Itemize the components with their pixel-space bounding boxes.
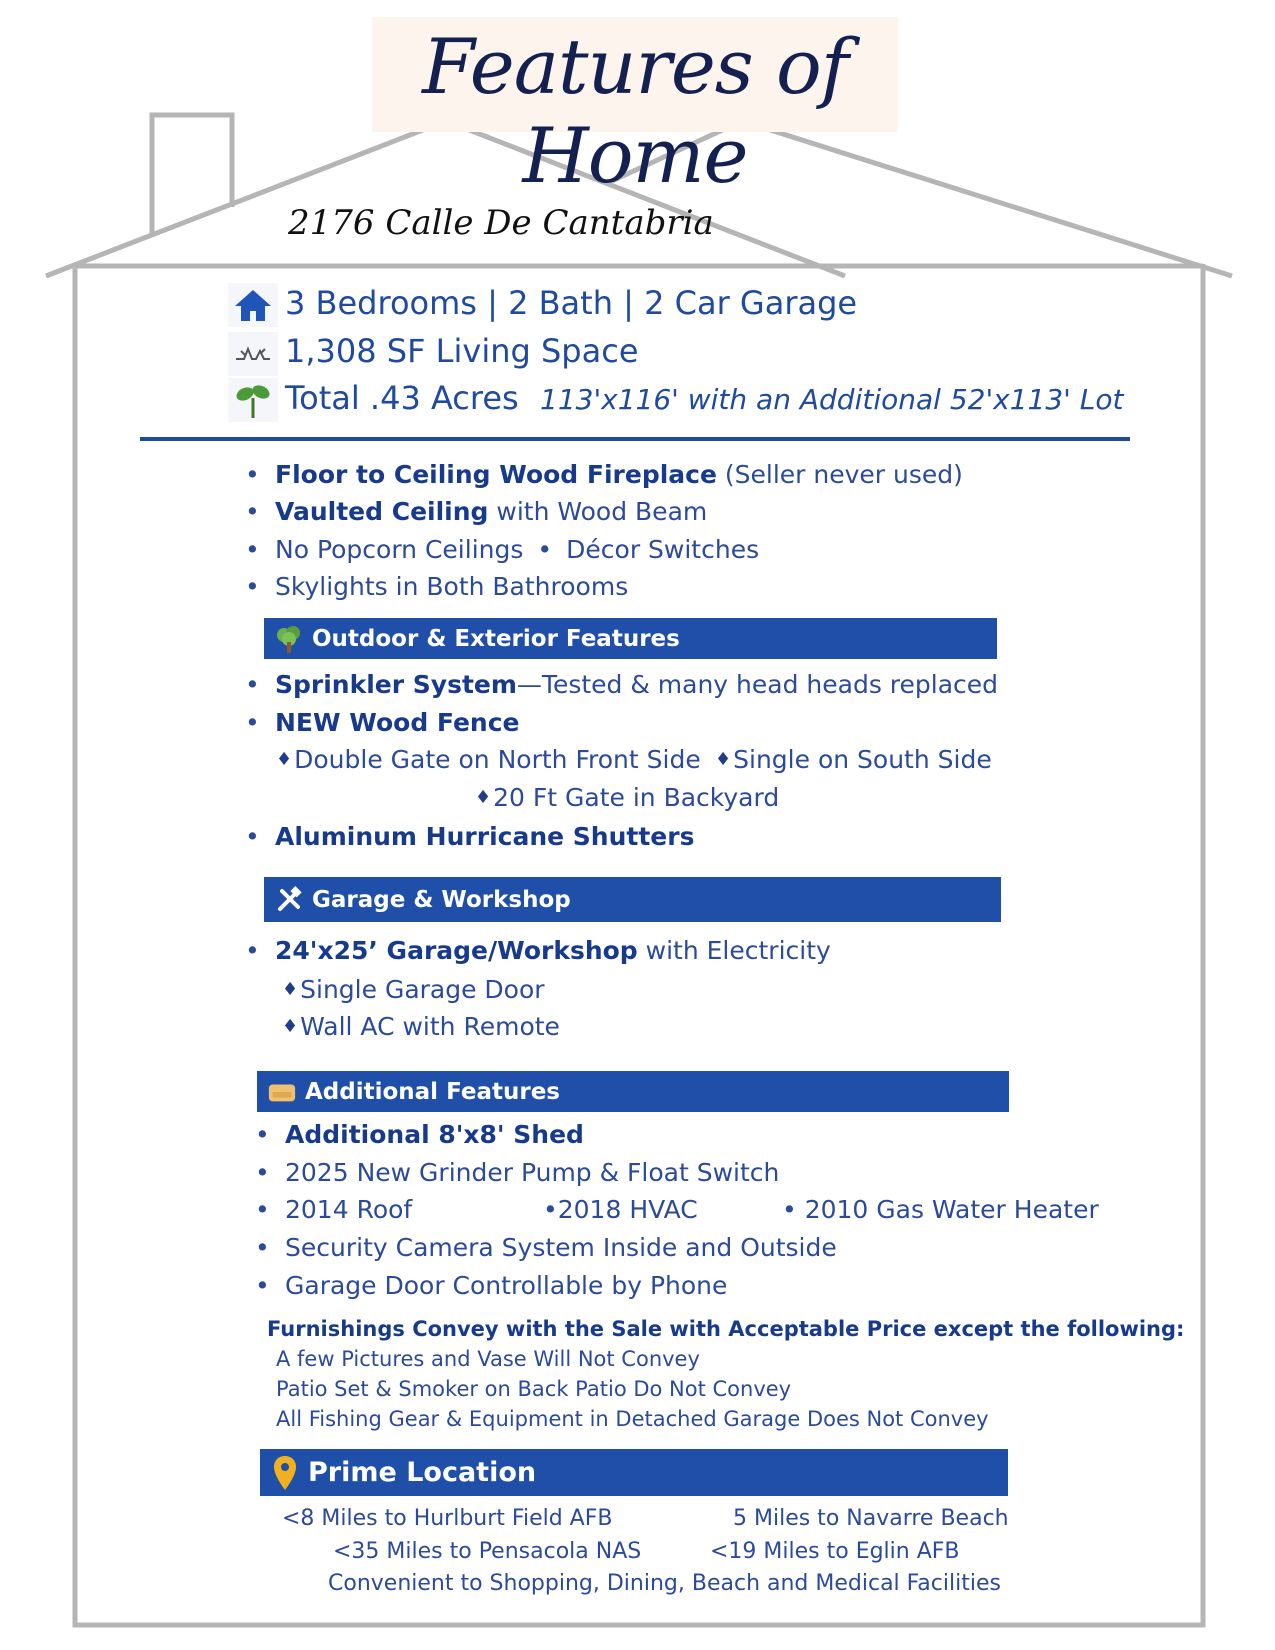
list-item: • 2010 Gas Water Heater bbox=[782, 1195, 1099, 1224]
floorplan-icon bbox=[228, 332, 278, 376]
location-item: Convenient to Shopping, Dining, Beach and Medical Facilities bbox=[328, 1571, 1001, 1596]
section-header-additional: Additional Features bbox=[257, 1071, 1009, 1112]
list-item: • Vaulted Ceiling with Wood Beam bbox=[245, 497, 708, 526]
list-item: • Floor to Ceiling Wood Fireplace (Seller never used) bbox=[245, 460, 963, 489]
list-item: • Additional 8'x8' Shed bbox=[255, 1120, 584, 1149]
section-header-outdoor: Outdoor & Exterior Features bbox=[264, 618, 997, 659]
section-header-garage: Garage & Workshop bbox=[264, 877, 1001, 922]
furnishings-line: Patio Set & Smoker on Back Patio Do Not Convey bbox=[276, 1377, 792, 1401]
sub-item: ♦Single on South Side bbox=[715, 745, 992, 774]
list-item: •2018 HVAC bbox=[543, 1195, 698, 1224]
furnishings-line: A few Pictures and Vase Will Not Convey bbox=[276, 1347, 700, 1371]
tools-icon bbox=[274, 885, 304, 915]
tree-icon bbox=[274, 624, 304, 654]
furnishings-line: All Fishing Gear & Equipment in Detached Garage Does Not Convey bbox=[276, 1407, 989, 1431]
location-item: 5 Miles to Navarre Beach bbox=[733, 1506, 1009, 1531]
list-item: • Garage Door Controllable by Phone bbox=[255, 1271, 728, 1300]
section-header-location: Prime Location bbox=[260, 1449, 1008, 1496]
map-pin-icon bbox=[270, 1458, 300, 1488]
house-icon bbox=[228, 283, 278, 327]
list-item: • Sprinkler System—Tested & many head heads replaced bbox=[245, 670, 999, 699]
sub-item: ♦Single Garage Door bbox=[282, 975, 545, 1004]
sprout-icon bbox=[228, 378, 278, 422]
divider bbox=[140, 437, 1130, 441]
spec-lot-size: 113'x116' with an Additional 52'x113' Lot bbox=[540, 383, 1124, 416]
furnishings-heading: Furnishings Convey with the Sale with Acceptable Price except the following: bbox=[267, 1317, 1185, 1341]
sub-item: ♦20 Ft Gate in Backyard bbox=[475, 783, 780, 812]
location-item: <35 Miles to Pensacola NAS bbox=[333, 1539, 642, 1564]
list-item: • 2014 Roof bbox=[255, 1195, 413, 1224]
sub-item: ♦Wall AC with Remote bbox=[282, 1012, 560, 1041]
list-item: • Aluminum Hurricane Shutters bbox=[245, 822, 695, 851]
location-item: <8 Miles to Hurlburt Field AFB bbox=[282, 1506, 613, 1531]
list-item: • Security Camera System Inside and Outside bbox=[255, 1233, 837, 1262]
page-title: Features of Home bbox=[422, 22, 848, 200]
list-item: • No Popcorn Ceilings • Décor Switches bbox=[245, 535, 760, 564]
spec-rooms: 3 Bedrooms | 2 Bath | 2 Car Garage bbox=[285, 284, 858, 322]
sub-item: ♦Double Gate on North Front Side bbox=[276, 745, 701, 774]
list-item: • 24'x25’ Garage/Workshop with Electricity bbox=[245, 936, 831, 965]
sofa-icon bbox=[267, 1077, 297, 1107]
list-item: • NEW Wood Fence bbox=[245, 708, 520, 737]
list-item: • 2025 New Grinder Pump & Float Switch bbox=[255, 1158, 780, 1187]
spec-acres: Total .43 Acres bbox=[285, 379, 519, 417]
list-item: • Skylights in Both Bathrooms bbox=[245, 572, 629, 601]
spec-living-space: 1,308 SF Living Space bbox=[285, 332, 639, 370]
location-item: <19 Miles to Eglin AFB bbox=[710, 1539, 960, 1564]
property-address: 2176 Calle De Cantabria bbox=[288, 203, 714, 243]
